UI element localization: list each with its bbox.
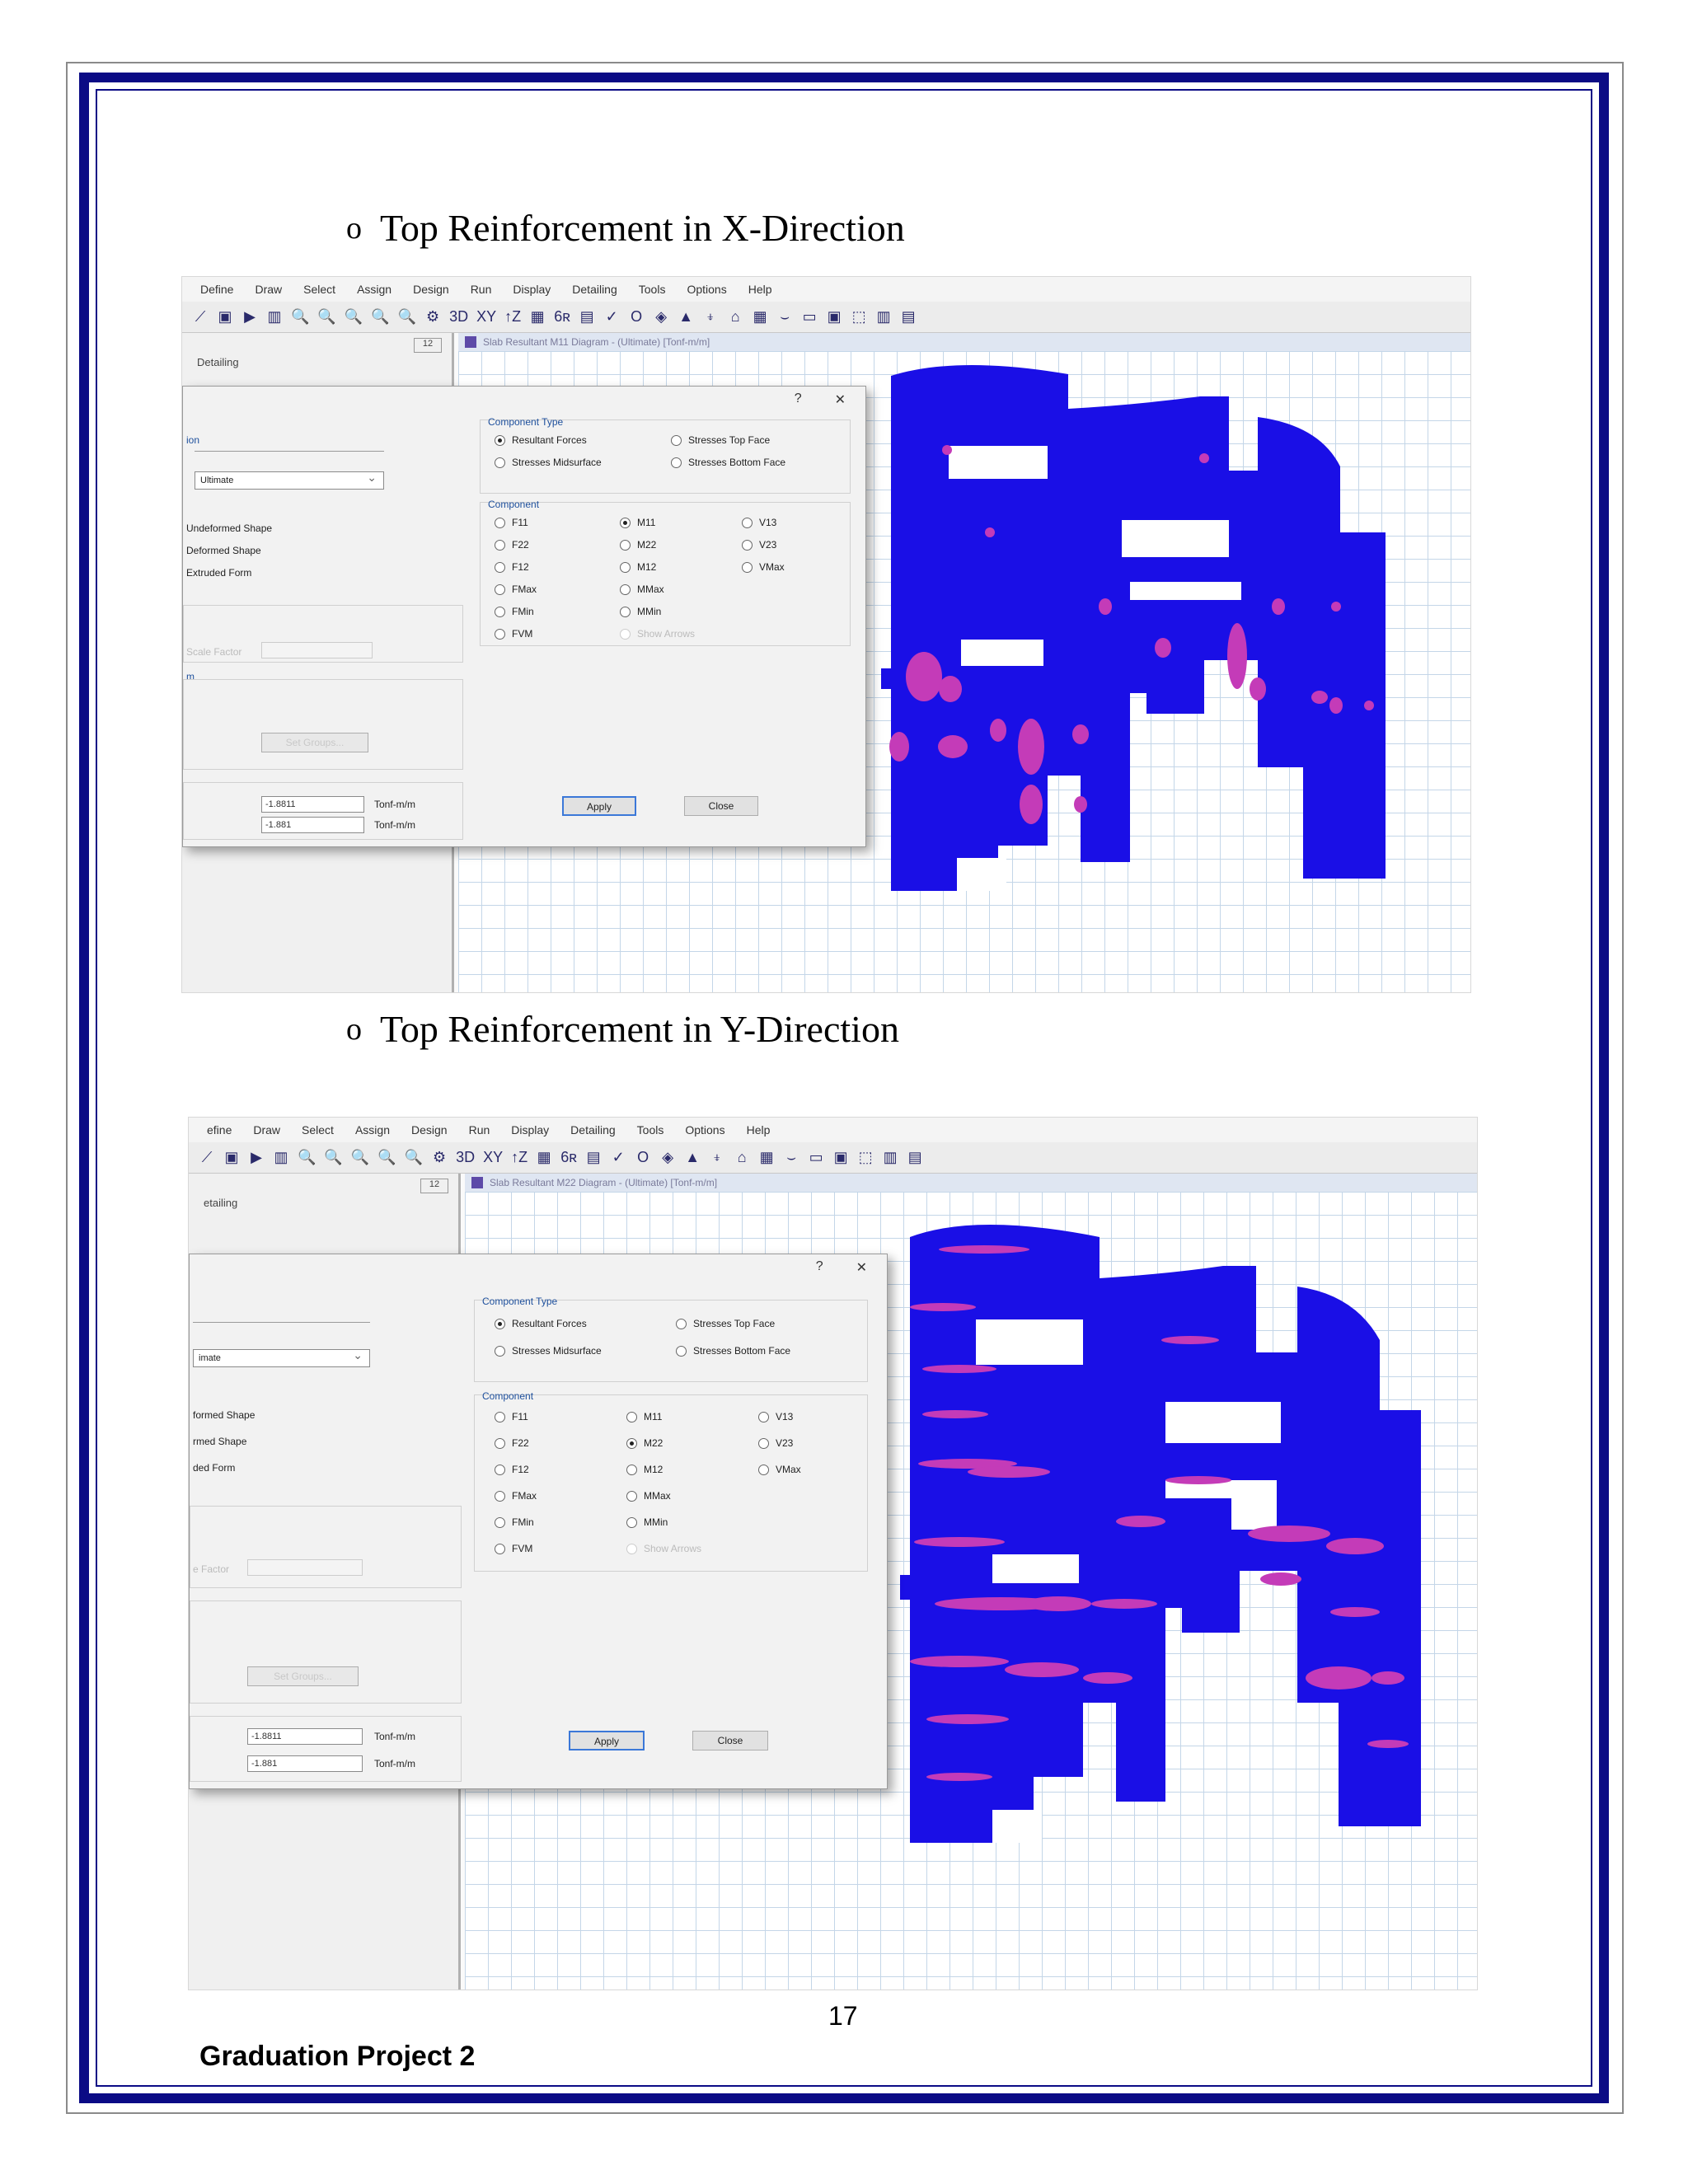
toolbar-button-icon[interactable]: ▶ xyxy=(244,308,256,325)
radio-m11[interactable]: M11 xyxy=(620,517,655,528)
component-type-group xyxy=(474,1300,868,1382)
radio-fmax[interactable]: FMax xyxy=(495,1490,537,1502)
groups-group xyxy=(183,679,463,770)
radio-f12[interactable]: F12 xyxy=(495,561,529,573)
option-deformed[interactable]: Deformed Shape xyxy=(186,545,261,556)
toolbar-button-icon[interactable]: ⌣ xyxy=(780,308,790,325)
membrane-forces-dialog xyxy=(182,386,866,847)
menu-item-design[interactable]: Design xyxy=(410,1123,448,1137)
radio-v13[interactable]: V13 xyxy=(758,1411,793,1422)
contour-min-input[interactable]: -1.881 xyxy=(261,817,364,833)
component-title: Component xyxy=(482,1390,534,1402)
page-border-right xyxy=(1599,73,1609,2103)
menu-item-display[interactable]: Display xyxy=(511,1123,550,1137)
close-button[interactable]: Close xyxy=(692,1731,768,1750)
slab-opening xyxy=(992,1554,1079,1583)
toolbar-button-icon[interactable]: ⌣ xyxy=(786,1149,797,1165)
toolbar-button-icon[interactable]: ▣ xyxy=(224,1149,239,1165)
radio-stresses-bottom-face[interactable]: Stresses Bottom Face xyxy=(676,1345,790,1357)
menu-bar xyxy=(182,277,1470,302)
contour-max-input[interactable]: -1.8811 xyxy=(247,1728,363,1745)
toolbar-button-icon[interactable]: ✓ xyxy=(612,1149,625,1165)
menu-item-run[interactable]: Run xyxy=(470,283,492,296)
units-label: Tonf-m/m xyxy=(374,799,416,810)
toolbar-button-icon[interactable]: 3D xyxy=(456,1149,476,1165)
scale-factor-label: e Factor xyxy=(193,1563,230,1575)
load-case-label: ion xyxy=(186,434,200,446)
toolbar-button-icon[interactable]: 🔍 xyxy=(344,308,363,325)
option-undeformed[interactable]: Undeformed Shape xyxy=(186,523,273,534)
toolbar-button-icon[interactable]: ▣ xyxy=(218,308,232,325)
toolbar-button-icon[interactable]: ▭ xyxy=(802,308,817,325)
radio-m22[interactable]: M22 xyxy=(626,1437,663,1449)
menu-item-draw[interactable]: Draw xyxy=(255,283,283,296)
toolbar-button-icon[interactable]: ⬚ xyxy=(851,308,866,325)
toolbar-button-icon[interactable]: ⚙ xyxy=(426,308,440,325)
toolbar-button-icon[interactable]: ▶ xyxy=(251,1149,262,1165)
toolbar-button-icon[interactable]: ↑Z xyxy=(504,308,522,325)
toolbar-button-icon[interactable]: ⬚ xyxy=(858,1149,873,1165)
radio-stresses-midsurface[interactable]: Stresses Midsurface xyxy=(495,1345,602,1357)
radio-fmin[interactable]: FMin xyxy=(495,606,534,617)
membrane-forces-dialog xyxy=(189,1254,888,1789)
toolbar-button-icon[interactable]: 3D xyxy=(449,308,469,325)
scale-factor-input[interactable] xyxy=(247,1559,363,1576)
menu-item-select[interactable]: Select xyxy=(303,283,336,296)
menu-item-help[interactable]: Help xyxy=(746,1123,771,1137)
menu-item-display[interactable]: Display xyxy=(513,283,551,296)
toolbar-button-icon[interactable]: ⚙ xyxy=(433,1149,447,1165)
show-arrows-checkbox[interactable]: Show Arrows xyxy=(626,1543,701,1554)
heading-text: Top Reinforcement in Y-Direction xyxy=(380,1008,899,1050)
page-border-left xyxy=(79,73,89,2103)
toolbar-button-icon[interactable]: ▭ xyxy=(809,1149,823,1165)
etabs-screenshot-m11 xyxy=(181,276,1471,993)
units-label: Tonf-m/m xyxy=(374,1731,416,1742)
radio-f11[interactable]: F11 xyxy=(495,517,528,528)
menu-item-run[interactable]: Run xyxy=(468,1123,490,1137)
slab-opening xyxy=(1165,1402,1281,1443)
slab-outline xyxy=(881,365,1386,891)
toolbar-button-icon[interactable]: ◈ xyxy=(655,308,668,325)
radio-stresses-top-face[interactable]: Stresses Top Face xyxy=(676,1318,775,1329)
scale-factor-input[interactable] xyxy=(261,642,373,658)
groups-label: m xyxy=(186,671,195,682)
menu-item-options[interactable]: Options xyxy=(685,1123,725,1137)
toolbar-button-icon[interactable]: ⍖ xyxy=(712,1149,722,1165)
slab-opening xyxy=(957,858,1006,891)
toolbar-button-icon[interactable]: ▥ xyxy=(883,1149,898,1165)
radio-v23[interactable]: V23 xyxy=(758,1437,793,1449)
show-arrows-checkbox[interactable]: Show Arrows xyxy=(620,628,695,640)
toolbar-button-icon[interactable]: ⟋ xyxy=(195,308,206,325)
heading-text: Top Reinforcement in X-Direction xyxy=(380,207,905,249)
slab-opening xyxy=(961,640,1043,666)
toolbar-button-icon[interactable]: ⌂ xyxy=(737,1149,747,1165)
section-heading xyxy=(346,206,905,250)
menu-item-tools[interactable]: Tools xyxy=(638,283,666,296)
toolbar-button-icon[interactable]: 🔍 xyxy=(377,1149,396,1165)
toolbar-button-icon[interactable]: ▦ xyxy=(759,1149,774,1165)
toolbar-button-icon[interactable]: ▥ xyxy=(274,1149,288,1165)
radio-mmin[interactable]: MMin xyxy=(620,606,661,617)
option-extruded[interactable]: ded Form xyxy=(193,1462,236,1474)
apply-button[interactable]: Apply xyxy=(569,1731,645,1750)
close-button[interactable]: Close xyxy=(684,796,758,816)
page-border-top xyxy=(82,73,1607,82)
radio-resultant-forces[interactable]: Resultant Forces xyxy=(495,434,587,446)
toolbar-button-icon[interactable]: ▲ xyxy=(685,1149,701,1165)
footer-title: Graduation Project 2 xyxy=(199,2041,476,2072)
detailing-tab[interactable]: Detailing xyxy=(197,356,239,368)
radio-m11[interactable]: M11 xyxy=(626,1411,662,1422)
slab-outline xyxy=(900,1225,1421,1843)
toolbar-button-icon[interactable]: XY xyxy=(483,1149,504,1165)
toolbar-button-icon[interactable]: 🔍 xyxy=(317,308,336,325)
toolbar-button-icon[interactable]: ⟋ xyxy=(201,1149,213,1165)
toolbar-button-icon[interactable]: ✓ xyxy=(605,308,618,325)
radio-vmax[interactable]: VMax xyxy=(742,561,785,573)
toolbar-button-icon[interactable]: 6ʀ xyxy=(560,1149,578,1165)
close-icon[interactable]: ✕ xyxy=(856,1261,867,1275)
toolbar-button-icon[interactable]: 🔍 xyxy=(291,308,310,325)
toolbar xyxy=(189,1142,1477,1174)
load-case-combo[interactable]: imate ⌄ xyxy=(193,1349,370,1367)
load-case-underline xyxy=(195,451,384,452)
component-title: Component xyxy=(488,499,540,510)
radio-fmin[interactable]: FMin xyxy=(495,1516,534,1528)
scale-factor-label: Scale Factor xyxy=(186,646,242,658)
set-groups-button[interactable]: Set Groups... xyxy=(261,733,368,752)
load-case-combo[interactable]: Ultimate ⌄ xyxy=(195,471,384,490)
radio-resultant-forces[interactable]: Resultant Forces xyxy=(495,1318,587,1329)
toolbar-button-icon[interactable]: ▦ xyxy=(753,308,767,325)
toolbar-button-icon[interactable]: ▲ xyxy=(678,308,694,325)
bullet: o xyxy=(346,1011,362,1047)
radio-mmax[interactable]: MMax xyxy=(620,583,664,595)
toolbar xyxy=(182,302,1470,333)
slab-opening xyxy=(1130,582,1241,600)
menu-item-efine[interactable]: efine xyxy=(207,1123,232,1137)
radio-f11[interactable]: F11 xyxy=(495,1411,528,1422)
toolbar-button-icon[interactable]: ▤ xyxy=(579,308,594,325)
toolbar-button-icon[interactable]: ⍖ xyxy=(706,308,715,325)
menu-bar xyxy=(189,1118,1477,1142)
view-title: Slab Resultant M11 Diagram - (Ultimate) [Tonf-m/m] xyxy=(458,333,1470,351)
component-group xyxy=(480,502,851,646)
slab-opening xyxy=(976,1319,1083,1365)
toolbar-button-icon[interactable]: 🔍 xyxy=(324,1149,343,1165)
toolbar-button-icon[interactable]: 6ʀ xyxy=(554,308,571,325)
slab-opening xyxy=(1231,1480,1277,1530)
radio-f22[interactable]: F22 xyxy=(495,539,529,551)
contour-min-input[interactable]: -1.881 xyxy=(247,1755,363,1772)
toolbar-button-icon[interactable]: ▤ xyxy=(586,1149,601,1165)
units-label: Tonf-m/m xyxy=(374,1758,416,1769)
toolbar-button-icon[interactable]: XY xyxy=(476,308,497,325)
groups-group xyxy=(190,1601,462,1704)
slab-moment-contour xyxy=(893,1216,1421,1859)
toolbar-button-icon[interactable]: 🔍 xyxy=(397,308,417,325)
toolbar-button-icon[interactable]: ▣ xyxy=(827,308,842,325)
radio-v23[interactable]: V23 xyxy=(742,539,776,551)
close-icon[interactable]: ✕ xyxy=(834,393,846,407)
slab-opening xyxy=(949,446,1048,479)
radio-stresses-bottom-face[interactable]: Stresses Bottom Face xyxy=(671,457,785,468)
toolbar-button-icon[interactable]: ▥ xyxy=(876,308,891,325)
toolbar-button-icon[interactable]: O xyxy=(637,1149,649,1165)
option-extruded[interactable]: Extruded Form xyxy=(186,567,252,579)
slab-moment-contour xyxy=(874,359,1402,903)
menu-item-select[interactable]: Select xyxy=(302,1123,334,1137)
menu-item-detailing[interactable]: Detailing xyxy=(570,1123,616,1137)
radio-mmin[interactable]: MMin xyxy=(626,1516,668,1528)
radio-fmax[interactable]: FMax xyxy=(495,583,537,595)
section-heading xyxy=(346,1007,899,1051)
menu-item-tools[interactable]: Tools xyxy=(636,1123,664,1137)
menu-item-assign[interactable]: Assign xyxy=(357,283,392,296)
radio-m22[interactable]: M22 xyxy=(620,539,656,551)
radio-v13[interactable]: V13 xyxy=(742,517,776,528)
slab-opening xyxy=(992,1810,1042,1843)
load-case-underline xyxy=(193,1322,370,1323)
scale-group xyxy=(190,1506,462,1588)
slab-opening xyxy=(1122,520,1229,557)
toolbar-button-icon[interactable]: ◈ xyxy=(662,1149,674,1165)
help-button[interactable]: ? xyxy=(815,1259,823,1273)
page-border-bottom xyxy=(82,2093,1607,2103)
menu-item-define[interactable]: Define xyxy=(200,283,234,296)
toolbar-button-icon[interactable]: 🔍 xyxy=(298,1149,316,1165)
radio-fvm[interactable]: FVM xyxy=(495,628,532,640)
menu-item-detailing[interactable]: Detailing xyxy=(572,283,617,296)
etabs-screenshot-m22 xyxy=(188,1117,1478,1990)
radio-fvm[interactable]: FVM xyxy=(495,1543,532,1554)
toolbar-button-icon[interactable]: ⌂ xyxy=(730,308,740,325)
toolbar-button-icon[interactable]: ▤ xyxy=(901,308,916,325)
radio-m12[interactable]: M12 xyxy=(626,1464,663,1475)
toolbar-button-icon[interactable]: ▦ xyxy=(537,1149,551,1165)
toolbar-button-icon[interactable]: ▣ xyxy=(833,1149,848,1165)
toolbar-button-icon[interactable]: ▤ xyxy=(907,1149,922,1165)
view-title: Slab Resultant M22 Diagram - (Ultimate) [Tonf-m/m] xyxy=(465,1174,1477,1192)
toolbar-button-icon[interactable]: ↑Z xyxy=(511,1149,528,1165)
toolbar-button-icon[interactable]: 🔍 xyxy=(350,1149,370,1165)
contour-range-group xyxy=(190,1716,462,1782)
radio-f22[interactable]: F22 xyxy=(495,1437,529,1449)
panel-close-button[interactable]: 12 xyxy=(420,1179,448,1193)
component-type-title: Component Type xyxy=(488,416,564,428)
toolbar-button-icon[interactable]: O xyxy=(631,308,643,325)
radio-mmax[interactable]: MMax xyxy=(626,1490,671,1502)
apply-button[interactable]: Apply xyxy=(562,796,636,816)
bullet: o xyxy=(346,210,362,246)
help-button[interactable]: ? xyxy=(794,391,802,405)
option-undeformed[interactable]: formed Shape xyxy=(193,1409,256,1421)
contour-max-input[interactable]: -1.8811 xyxy=(261,796,364,813)
radio-vmax[interactable]: VMax xyxy=(758,1464,801,1475)
menu-item-design[interactable]: Design xyxy=(413,283,449,296)
set-groups-button[interactable]: Set Groups... xyxy=(247,1666,359,1686)
radio-f12[interactable]: F12 xyxy=(495,1464,529,1475)
radio-m12[interactable]: M12 xyxy=(620,561,656,573)
radio-stresses-midsurface[interactable]: Stresses Midsurface xyxy=(495,457,602,468)
panel-close-button[interactable]: 12 xyxy=(414,338,442,353)
toolbar-button-icon[interactable]: 🔍 xyxy=(404,1149,424,1165)
menu-item-assign[interactable]: Assign xyxy=(354,1123,390,1137)
detailing-tab[interactable]: etailing xyxy=(204,1197,238,1209)
page-number: 17 xyxy=(828,2001,858,2031)
option-deformed[interactable]: rmed Shape xyxy=(193,1436,247,1447)
toolbar-button-icon[interactable]: ▥ xyxy=(267,308,282,325)
menu-item-help[interactable]: Help xyxy=(748,283,772,296)
toolbar-button-icon[interactable]: ▦ xyxy=(530,308,545,325)
menu-item-options[interactable]: Options xyxy=(687,283,727,296)
units-label: Tonf-m/m xyxy=(374,819,416,831)
toolbar-button-icon[interactable]: 🔍 xyxy=(371,308,390,325)
radio-stresses-top-face[interactable]: Stresses Top Face xyxy=(671,434,770,446)
component-type-title: Component Type xyxy=(482,1296,558,1307)
menu-item-draw[interactable]: Draw xyxy=(253,1123,281,1137)
